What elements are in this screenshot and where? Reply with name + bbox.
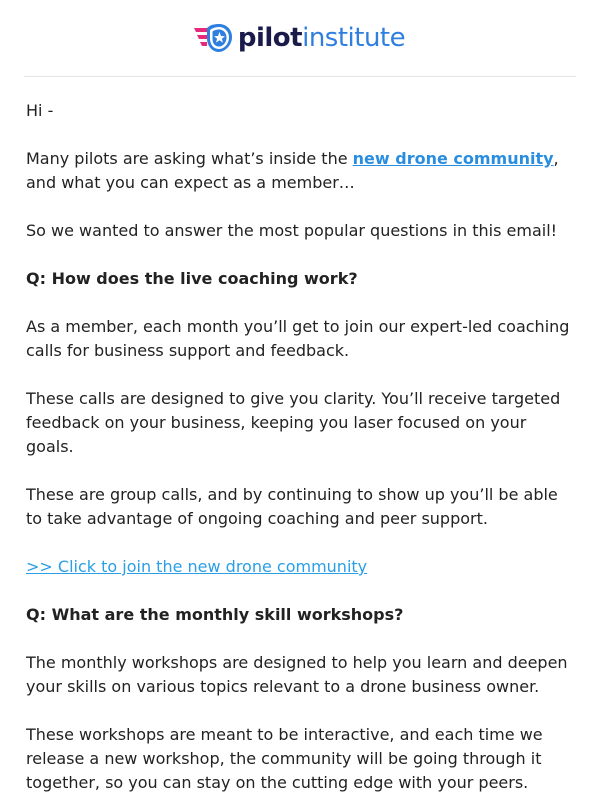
- coaching-paragraph-2: These calls are designed to give you clarity. You’ll receive targeted feedback on your business, keeping you laser focused on your goals.: [26, 389, 561, 456]
- greeting: Hi -: [26, 101, 54, 120]
- logo-wordmark: [238, 25, 405, 51]
- intro-text-before: Many pilots are asking what’s inside the: [26, 149, 353, 168]
- workshops-paragraph-1: The monthly workshops are designed to help you learn and deepen your skills on various topics relevant to a drone business owner.: [26, 653, 568, 696]
- pilot-institute-logo[interactable]: [193, 22, 405, 54]
- intro-paragraph: [26, 147, 574, 195]
- question-skill-workshops: Q: What are the monthly skill workshops?: [26, 605, 404, 624]
- question-live-coaching: Q: How does the live coaching work?: [26, 269, 358, 288]
- winged-star-icon: [193, 22, 235, 54]
- intro-text-after: , and what you can expect as a member…: [26, 149, 559, 192]
- cta-paragraph: [26, 555, 574, 579]
- email-body: [0, 77, 600, 795]
- email-header: [0, 0, 600, 76]
- logo-wordmark-pilot: pilot: [237, 23, 303, 53]
- new-drone-community-link[interactable]: new drone community: [352, 149, 554, 168]
- coaching-paragraph-1: As a member, each month you’ll get to join our expert-led coaching calls for business support and feedback.: [26, 317, 570, 360]
- join-community-cta-link[interactable]: >> Click to join the new drone community: [26, 557, 368, 576]
- workshops-paragraph-2: These workshops are meant to be interactive, and each time we release a new workshop, the community will be going through it together, so you can stay on the cutting edge with your peers.: [26, 725, 543, 792]
- coaching-paragraph-3: These are group calls, and by continuing to show up you’ll be able to take advantage of ongoing coaching and peer support.: [26, 485, 558, 528]
- purpose-paragraph: So we wanted to answer the most popular questions in this email!: [26, 221, 558, 240]
- logo-wordmark-institute: institute: [302, 23, 406, 53]
